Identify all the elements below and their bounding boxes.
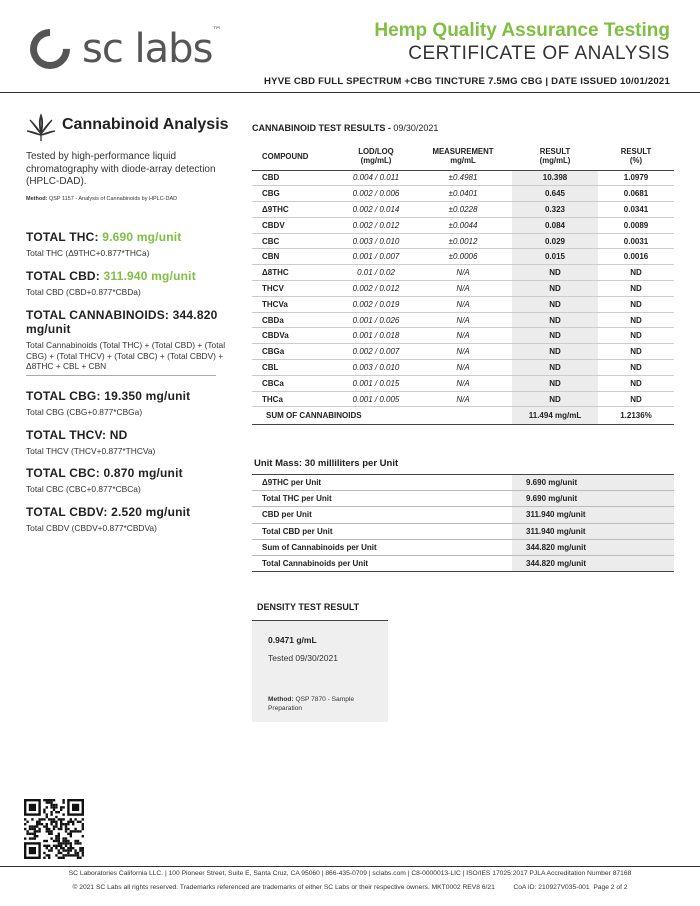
cell-measurement: ±0.0401 <box>414 186 512 202</box>
total-cbg: TOTAL CBG: 19.350 mg/unit Total CBG (CBG+0.877*CBGa) <box>26 389 191 417</box>
logo-text: sc labs™ <box>82 26 221 72</box>
density-method: Method: QSP 7870 - Sample Preparation <box>268 696 354 712</box>
sc-labs-logo <box>30 26 220 72</box>
cell-compound: Δ8THC <box>252 265 338 281</box>
results-title: CANNABINOID TEST RESULTS - 09/30/2021 <box>252 123 439 133</box>
cell-lod-loq: 0.001 / 0.026 <box>338 312 414 328</box>
cell-measurement: N/A <box>414 360 512 376</box>
header-divider <box>0 92 700 93</box>
cell-lod-loq: 0.003 / 0.010 <box>338 360 414 376</box>
cell-compound: CBC <box>252 233 338 249</box>
cell-result-pct: ND <box>598 328 674 344</box>
unit-mass-table <box>252 474 674 572</box>
cell-result-pct: 0.0681 <box>598 186 674 202</box>
unit-row <box>252 507 674 523</box>
table-row <box>252 233 674 249</box>
col-compound: COMPOUND <box>252 143 338 170</box>
product-line: HYVE CBD FULL SPECTRUM +CBG TINCTURE 7.5MG CBG | DATE ISSUED 10/01/2021 <box>264 76 670 87</box>
cell-result-pct: ND <box>598 265 674 281</box>
footer-copyright: © 2021 SC Labs all rights reserved. Trademarks referenced are trademarks of either SC Labs or their respective owners. MKT0002 REV8 6/21 CoA ID: 210927V035-001 Page 2 of 2 <box>72 884 628 891</box>
col-lod-loq: LOD/LOQ (mg/mL) <box>338 143 414 170</box>
total-cbc: TOTAL CBC: 0.870 mg/unit Total CBC (CBC+0.877*CBCa) <box>26 466 183 494</box>
page-title: CERTIFICATE OF ANALYSIS <box>408 43 670 64</box>
cell-compound: THCVa <box>252 296 338 312</box>
unit-mass-title: Unit Mass: 30 milliliters per Unit <box>254 458 399 469</box>
left-divider <box>26 375 216 376</box>
sum-mgml: 11.494 mg/mL <box>512 407 598 425</box>
cell-measurement: N/A <box>414 265 512 281</box>
unit-label: Sum of Cannabinoids per Unit <box>252 539 512 555</box>
sum-label: SUM OF CANNABINOIDS <box>252 407 512 425</box>
cell-measurement: ±0.0044 <box>414 217 512 233</box>
table-row <box>252 375 674 391</box>
footer-divider <box>0 866 700 867</box>
cell-lod-loq: 0.001 / 0.015 <box>338 375 414 391</box>
table-row <box>252 328 674 344</box>
cell-result-pct: 0.0089 <box>598 217 674 233</box>
cell-compound: CBG <box>252 186 338 202</box>
table-row <box>252 360 674 376</box>
cell-compound: CBCa <box>252 375 338 391</box>
table-row <box>252 344 674 360</box>
cell-result-mgml: ND <box>512 296 598 312</box>
unit-row <box>252 539 674 555</box>
cell-lod-loq: 0.003 / 0.010 <box>338 233 414 249</box>
cell-lod-loq: 0.004 / 0.011 <box>338 170 414 186</box>
cell-result-mgml: ND <box>512 265 598 281</box>
cell-result-pct: ND <box>598 391 674 407</box>
cell-measurement: ±0.4981 <box>414 170 512 186</box>
cell-measurement: ±0.0006 <box>414 249 512 265</box>
table-row <box>252 265 674 281</box>
footer-address: SC Laboratories California LLC. | 100 Pioneer Street, Suite E, Santa Cruz, CA 95060 | 866-435-0709 | sclabs.com | C8-0000013-LIC | ISO/IES 17025:2017 PJLA Accreditation Number 87168 <box>68 870 632 877</box>
unit-label: Δ9THC per Unit <box>252 475 512 491</box>
total-cbd: TOTAL CBD: 311.940 mg/unit Total CBD (CBD+0.877*CBDa) <box>26 269 196 297</box>
sum-pct: 1.2136% <box>598 407 674 425</box>
cell-lod-loq: 0.002 / 0.007 <box>338 344 414 360</box>
total-thcv: TOTAL THCV: ND Total THCV (THCV+0.877*THCVa) <box>26 428 156 456</box>
cell-result-pct: 0.0031 <box>598 233 674 249</box>
cell-result-mgml: 0.084 <box>512 217 598 233</box>
table-row <box>252 281 674 297</box>
col-measurement: MEASUREMENT mg/mL <box>414 143 512 170</box>
unit-value: 311.940 mg/unit <box>512 523 674 539</box>
cell-measurement: ±0.0228 <box>414 202 512 218</box>
cell-measurement: N/A <box>414 328 512 344</box>
cell-measurement: N/A <box>414 375 512 391</box>
cell-compound: THCV <box>252 281 338 297</box>
cell-result-mgml: 10.398 <box>512 170 598 186</box>
header-subtitle: Hemp Quality Assurance Testing <box>374 20 670 41</box>
cell-result-pct: ND <box>598 281 674 297</box>
cell-compound: Δ9THC <box>252 202 338 218</box>
cannabinoid-results-table <box>252 143 674 425</box>
table-row <box>252 217 674 233</box>
cell-result-mgml: ND <box>512 312 598 328</box>
section-title: Cannabinoid Analysis <box>62 116 229 133</box>
cell-compound: CBDVa <box>252 328 338 344</box>
cell-compound: CBDa <box>252 312 338 328</box>
cell-result-pct: ND <box>598 375 674 391</box>
cell-result-mgml: 0.645 <box>512 186 598 202</box>
cell-lod-loq: 0.002 / 0.012 <box>338 281 414 297</box>
cell-result-pct: 1.0979 <box>598 170 674 186</box>
method-note: Method: QSP 1157 - Analysis of Cannabinoids by HPLC-DAD <box>26 196 178 202</box>
cell-result-pct: ND <box>598 360 674 376</box>
unit-value: 311.940 mg/unit <box>512 507 674 523</box>
cell-measurement: N/A <box>414 281 512 297</box>
cell-lod-loq: 0.001 / 0.005 <box>338 391 414 407</box>
table-row <box>252 312 674 328</box>
unit-row <box>252 475 674 491</box>
cell-lod-loq: 0.001 / 0.018 <box>338 328 414 344</box>
intro-text: Tested by high-performance liquid chromatography with diode-array detection (HPLC-DAD). <box>26 151 216 187</box>
header-right <box>264 20 670 87</box>
unit-label: CBD per Unit <box>252 507 512 523</box>
unit-label: Total Cannabinoids per Unit <box>252 555 512 571</box>
cell-result-pct: ND <box>598 344 674 360</box>
cell-result-pct: ND <box>598 296 674 312</box>
table-row <box>252 391 674 407</box>
unit-label: Total CBD per Unit <box>252 523 512 539</box>
cell-result-pct: ND <box>598 312 674 328</box>
density-value: 0.9471 g/mL <box>268 635 317 645</box>
cannabis-leaf-icon <box>26 112 56 142</box>
cell-compound: CBD <box>252 170 338 186</box>
cell-result-pct: 0.0341 <box>598 202 674 218</box>
cell-measurement: N/A <box>414 312 512 328</box>
total-thc: TOTAL THC: 9.690 mg/unit Total THC (Δ9THC+0.877*THCa) <box>26 230 182 258</box>
cell-lod-loq: 0.002 / 0.012 <box>338 217 414 233</box>
cell-result-mgml: ND <box>512 344 598 360</box>
cell-compound: THCa <box>252 391 338 407</box>
table-header-row <box>252 143 674 170</box>
cell-lod-loq: 0.001 / 0.007 <box>338 249 414 265</box>
col-result-pct: RESULT (%) <box>598 143 674 170</box>
cell-result-mgml: 0.015 <box>512 249 598 265</box>
unit-value: 344.820 mg/unit <box>512 539 674 555</box>
cell-result-mgml: ND <box>512 391 598 407</box>
cell-result-mgml: ND <box>512 328 598 344</box>
cell-measurement: N/A <box>414 344 512 360</box>
unit-value: 9.690 mg/unit <box>512 475 674 491</box>
cell-compound: CBN <box>252 249 338 265</box>
cell-result-mgml: ND <box>512 375 598 391</box>
sum-row <box>252 407 674 425</box>
cell-measurement: N/A <box>414 391 512 407</box>
cell-result-mgml: 0.323 <box>512 202 598 218</box>
unit-row <box>252 491 674 507</box>
cell-result-mgml: ND <box>512 360 598 376</box>
qr-code-icon[interactable] <box>24 799 84 859</box>
density-title: DENSITY TEST RESULT <box>257 602 360 612</box>
density-tested-date: Tested 09/30/2021 <box>268 653 338 663</box>
table-row <box>252 249 674 265</box>
table-row <box>252 186 674 202</box>
total-cbdv: TOTAL CBDV: 2.520 mg/unit Total CBDV (CBDV+0.877*CBDVa) <box>26 505 191 533</box>
cell-lod-loq: 0.01 / 0.02 <box>338 265 414 281</box>
cell-measurement: ±0.0012 <box>414 233 512 249</box>
cell-lod-loq: 0.002 / 0.019 <box>338 296 414 312</box>
unit-value: 344.820 mg/unit <box>512 555 674 571</box>
cell-result-pct: 0.0016 <box>598 249 674 265</box>
cell-measurement: N/A <box>414 296 512 312</box>
table-row <box>252 202 674 218</box>
col-result-mgml: RESULT (mg/mL) <box>512 143 598 170</box>
cell-result-mgml: 0.029 <box>512 233 598 249</box>
cell-compound: CBL <box>252 360 338 376</box>
unit-value: 9.690 mg/unit <box>512 491 674 507</box>
table-row <box>252 296 674 312</box>
cell-lod-loq: 0.002 / 0.014 <box>338 202 414 218</box>
cell-lod-loq: 0.002 / 0.006 <box>338 186 414 202</box>
unit-row <box>252 523 674 539</box>
logo-mark-icon <box>22 21 79 78</box>
cell-result-mgml: ND <box>512 281 598 297</box>
unit-row <box>252 555 674 571</box>
cell-compound: CBDV <box>252 217 338 233</box>
total-cannabinoids: TOTAL CANNABINOIDS: 344.820 mg/unit Total Cannabinoids (Total THC) + (Total CBD) + (Total CBG) + (Total THCV) + (Total CBC) + (Total CBDV) + Δ8THC + CBL + CBN <box>26 308 226 371</box>
cell-compound: CBGa <box>252 344 338 360</box>
unit-label: Total THC per Unit <box>252 491 512 507</box>
table-row <box>252 170 674 186</box>
